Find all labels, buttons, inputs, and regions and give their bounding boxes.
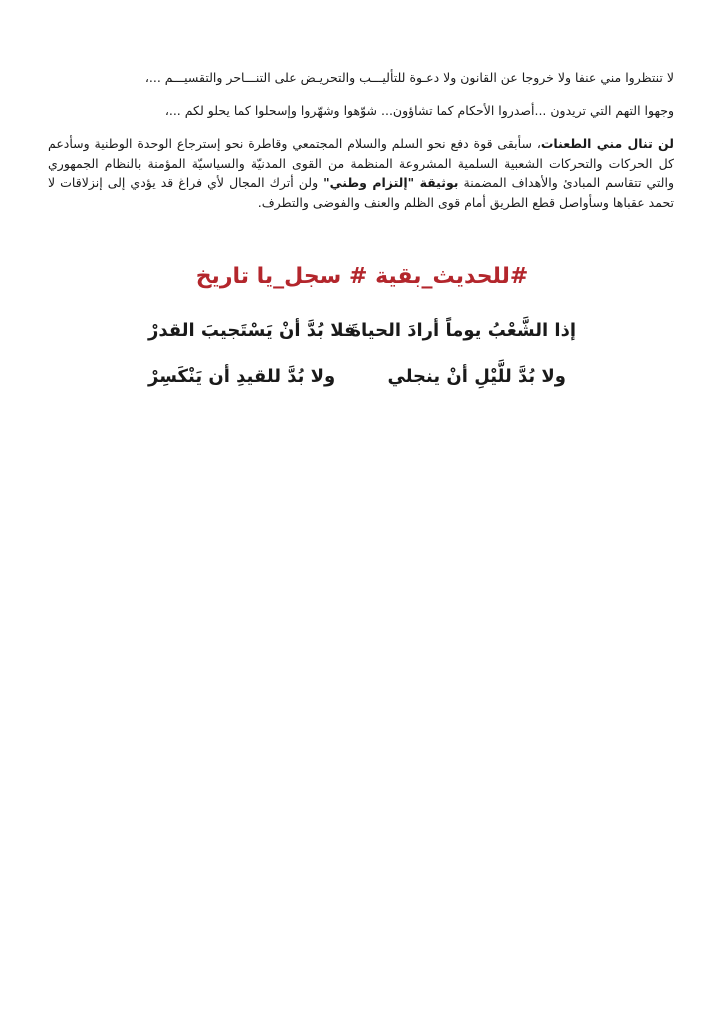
poem-line-2-second: ولا بُدَّ للقيدِ أن يَنْكَسِرْ	[148, 366, 336, 387]
paragraph-lead-bold: لن تنال مني الطعنات	[540, 136, 674, 151]
hashtag-title: #للحديث_بقية # سجل_يا تاريخ	[195, 264, 529, 289]
poem-line-1-second: فلا بُدَّ أنْ يَسْتَجيبَ القدرْ	[148, 320, 356, 341]
paragraph-part-2: ولن أترك المجال لأي فراغ قد يؤدي إلى إنزلاقات لا تحمد عقباها وسأواصل قطع الطريق أمام قوى الظلم والعنف والفوضى والتطرف.	[48, 175, 674, 210]
paragraph-part-1: ، سأبقى قوة دفع نحو السلم والسلام المجتمعي وقاطرة نحو إسترجاع الوحدة الوطنية وسأدعم كل الحركات والتحركات الشعبية السلمية المشروعة المنظمة من القوى المدنيّة والسياسيّة المؤمنة بالنظام الجمهوري والتي تتقاسم المبادئ والأهداف المضمنة	[48, 136, 675, 190]
poem-line-2-first: ولا بُدَّ للَّيْلِ أنْ ينجلي	[387, 366, 566, 387]
poem-line-1-first: إذا الشَّعْبُ يوماً أرادَ الحياةَ	[350, 320, 576, 341]
main-paragraph	[48, 134, 674, 212]
paragraph-bold-document-name: بوثيقة "إلتزام وطني"	[323, 175, 459, 190]
text-line-1: لا تنتظروا مني عنفا ولا خروجا عن القانون ولا دعـوة للتأليـــب والتحريـض على التنـــاحر والتقسيـــم ...،	[144, 70, 674, 85]
text-line-2: وجهوا التهم التي تريدون ...أصدروا الأحكام كما تشاؤون... شوّهوا وشهّروا وإسحلوا كما يحلو لكم ...،	[164, 103, 674, 118]
